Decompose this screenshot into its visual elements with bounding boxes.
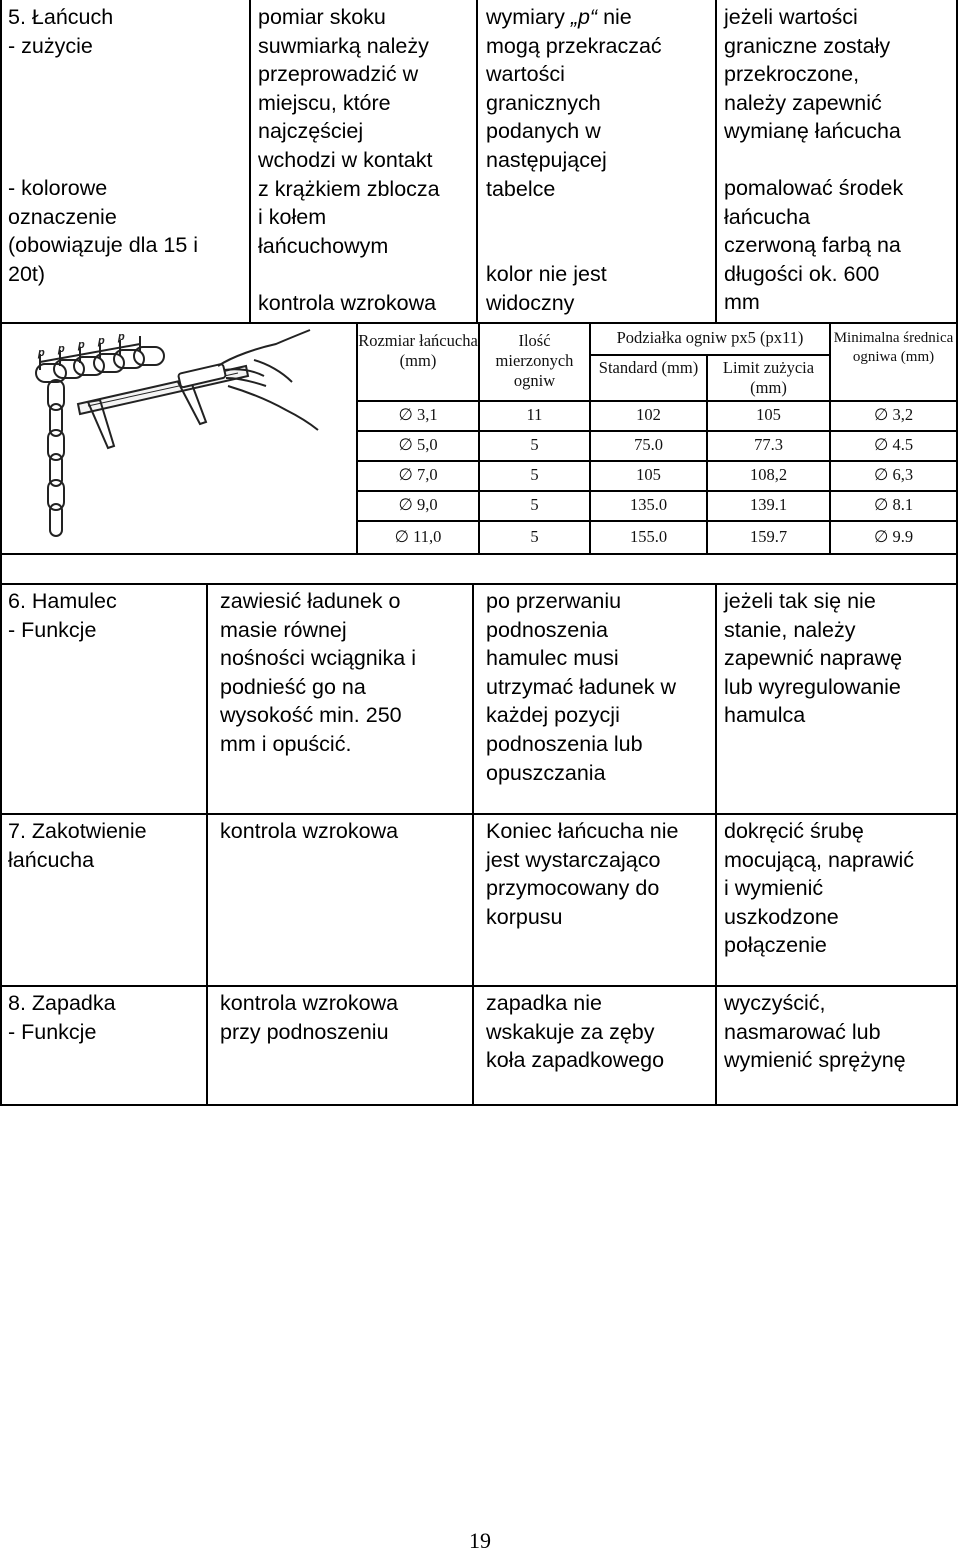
page-number: 19 bbox=[469, 1528, 491, 1553]
row8-title: 8. Zapadka - Funkcje bbox=[8, 991, 116, 1044]
cell-count: 11 bbox=[526, 405, 543, 424]
pitch-label-4: p bbox=[98, 335, 105, 347]
row8-criteria: zapadka nie wskakuje za zęby koła zapadkowego bbox=[486, 991, 665, 1073]
cell-min: ∅ 6,3 bbox=[831, 465, 956, 485]
row5-visual-check: kontrola wzrokowa bbox=[258, 291, 437, 315]
row5-criteria bbox=[486, 3, 712, 203]
lower-divider-3 bbox=[715, 583, 717, 1106]
row5-criteria-pre: wymiary bbox=[486, 5, 571, 29]
row7-title: 7. Zakotwienie łańcucha bbox=[8, 819, 147, 872]
row6-action: jeżeli tak się nie stanie, należy zapewnić naprawę lub wyregulowanie hamulca bbox=[724, 589, 903, 728]
row6-title: 6. Hamulec - Funkcje bbox=[8, 589, 117, 642]
cell-size: ∅ 5,0 bbox=[358, 435, 478, 455]
cell-standard: 102 bbox=[636, 405, 661, 424]
row5-divider-3 bbox=[715, 0, 717, 323]
pitch-label-5: p bbox=[118, 331, 125, 343]
header-link-count: Ilość mierzonych ogniw bbox=[495, 331, 574, 390]
cell-min: ∅ 8.1 bbox=[831, 495, 956, 515]
row5-action: jeżeli wartości graniczne zostały przekroczone, należy zapewnić wymianę łańcucha bbox=[724, 5, 901, 144]
row5-criteria-p: „p“ bbox=[570, 5, 598, 29]
pitch-label-3: p bbox=[78, 339, 85, 351]
row5-color-marking: - kolorowe oznaczenie (obowiązuje dla 15 i 20t) bbox=[8, 176, 199, 286]
header-chain-size: Rozmiar łańcucha (mm) bbox=[358, 331, 478, 370]
cell-standard: 135.0 bbox=[629, 495, 668, 514]
cell-min: ∅ 9.9 bbox=[831, 527, 956, 547]
lower-divider-1 bbox=[206, 583, 208, 1106]
chain-table-row-line-1 bbox=[356, 430, 958, 432]
cell-size: ∅ 11,0 bbox=[358, 527, 478, 547]
row5-color-criteria: kolor nie jest widoczny bbox=[486, 262, 607, 315]
cell-size: ∅ 7,0 bbox=[358, 465, 478, 485]
lower-divider-2 bbox=[472, 583, 474, 1106]
chain-table-row-line-4 bbox=[356, 520, 958, 522]
row8-action: wyczyścić, nasmarować lub wymienić sprężynę bbox=[724, 991, 906, 1073]
row5-procedure: pomiar skoku suwmiarką należy przeprowadzić w miejscu, które najczęściej wchodzi w kontakt z krążkiem zblocza i kołem łańcuchowym bbox=[258, 5, 440, 258]
row8-top-line bbox=[0, 985, 958, 987]
header-standard: Standard (mm) bbox=[598, 358, 699, 377]
cell-count: 5 bbox=[530, 495, 539, 514]
cell-size: ∅ 3,1 bbox=[358, 405, 478, 425]
row6-criteria: po przerwaniu podnoszenia hamulec musi utrzymać ładunek w każdej pozycji podnoszenia lub opuszczania bbox=[486, 589, 676, 785]
cell-limit: 105 bbox=[756, 405, 781, 424]
header-wear-limit: Limit zużycia (mm) bbox=[722, 358, 815, 397]
cell-min: ∅ 4.5 bbox=[831, 435, 956, 455]
chain-table-header-line bbox=[356, 400, 958, 402]
row7-procedure: kontrola wzrokowa bbox=[220, 819, 399, 843]
pitch-label-1: p bbox=[38, 347, 45, 359]
row6-top-line bbox=[0, 583, 958, 585]
cell-size: ∅ 9,0 bbox=[358, 495, 478, 515]
row6-procedure: zawiesić ładunek o masie równej nośności wciągnika i podnieść go na wysokość min. 250 mm i opuścić. bbox=[220, 589, 416, 756]
row5-divider-2 bbox=[476, 0, 478, 323]
row5-color-action: pomalować środek łańcucha czerwoną farbą na długości ok. 600 mm bbox=[724, 176, 904, 315]
cell-min: ∅ 3,2 bbox=[831, 405, 956, 425]
chain-table-pitch-line bbox=[589, 354, 831, 356]
chain-table-bottom-line bbox=[0, 553, 958, 555]
chain-table-row-line-3 bbox=[356, 490, 958, 492]
cell-standard: 75.0 bbox=[634, 435, 663, 454]
table-border-bottom bbox=[0, 1104, 958, 1106]
cell-count: 5 bbox=[530, 435, 539, 454]
cell-limit: 159.7 bbox=[749, 527, 788, 546]
cell-limit: 108,2 bbox=[749, 465, 788, 484]
chain-table-row-line-2 bbox=[356, 460, 958, 462]
cell-limit: 77.3 bbox=[754, 435, 783, 454]
header-min-diameter: Minimalna średnica ogniwa (mm) bbox=[833, 330, 954, 365]
cell-standard: 155.0 bbox=[629, 527, 668, 546]
row5-criteria-post: nie mogą przekraczać wartości granicznych podanych w następującej tabelce bbox=[486, 5, 662, 201]
cell-count: 5 bbox=[530, 465, 539, 484]
cell-limit: 139.1 bbox=[749, 495, 788, 514]
row5-divider-1 bbox=[249, 0, 251, 323]
chain-caliper-illustration bbox=[28, 326, 328, 548]
row7-criteria: Koniec łańcucha nie jest wystarczająco przymocowany do korpusu bbox=[486, 819, 679, 929]
row8-procedure: kontrola wzrokowa przy podnoszeniu bbox=[220, 991, 399, 1044]
header-pitch: Podziałka ogniw px5 (px11) bbox=[616, 328, 804, 347]
pitch-label-2: p bbox=[58, 343, 65, 355]
row5-title: 5. Łańcuch - zużycie bbox=[8, 5, 114, 58]
cell-count: 5 bbox=[530, 527, 539, 546]
row7-action: dokręcić śrubę mocującą, naprawić i wymienić uszkodzone połączenie bbox=[724, 819, 915, 958]
cell-standard: 105 bbox=[636, 465, 661, 484]
row7-top-line bbox=[0, 813, 958, 815]
